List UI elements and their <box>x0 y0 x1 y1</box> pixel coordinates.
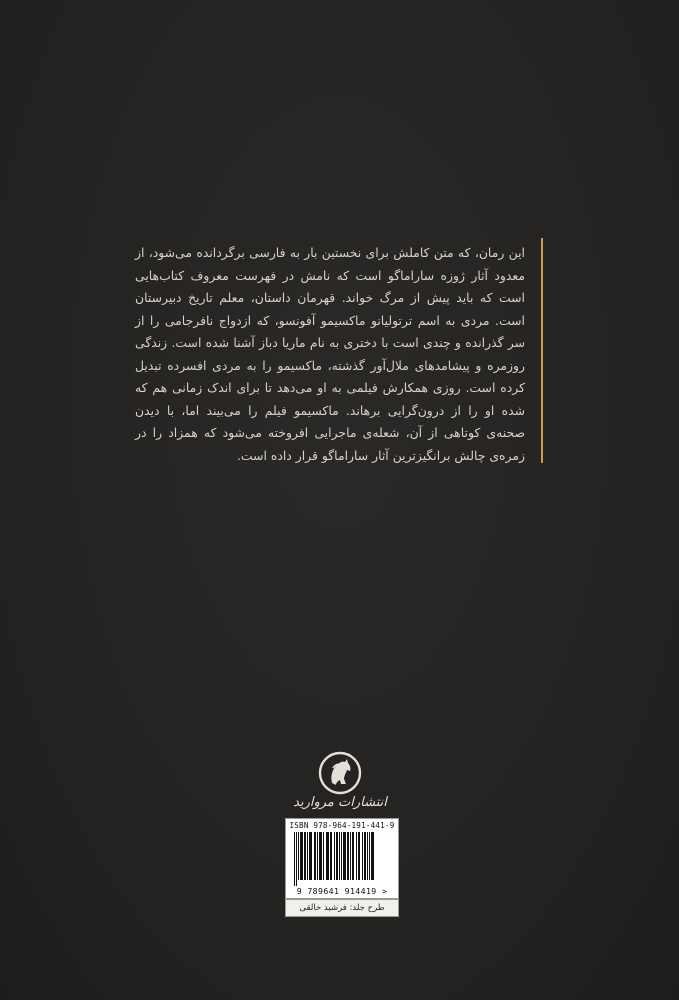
barcode <box>285 818 399 899</box>
barcode-bar <box>304 832 306 880</box>
publisher-name: انتشارات مروارید <box>293 795 387 810</box>
barcode-bars <box>292 832 392 886</box>
barcode-bar <box>356 832 357 880</box>
barcode-guard-bar <box>296 832 297 886</box>
barcode-bar <box>314 832 316 880</box>
ean-digits: 9 789641 914419 > <box>296 886 388 896</box>
barcode-bar <box>326 832 329 880</box>
barcode-bar <box>341 832 342 880</box>
barcode-bar <box>343 832 346 880</box>
barcode-bar <box>350 832 351 880</box>
barcode-bar <box>334 832 335 880</box>
barcode-bar <box>309 832 312 880</box>
isbn-text: ISBN 978-964-191-441-9 <box>289 821 395 830</box>
accent-bar <box>541 238 543 463</box>
barcode-bar <box>347 832 349 880</box>
barcode-bar <box>317 832 318 880</box>
cover-designer-credit: طرح جلد: فرشید خالقی <box>285 899 399 917</box>
barcode-bar <box>339 832 340 880</box>
barcode-bar <box>323 832 324 880</box>
barcode-bar <box>336 832 338 880</box>
blurb-text: این رمان، که متن کاملش برای نخستین بار به فارسی برگردانده می‌شود، از معدود آثار ژوزه ساراماگو است که نامش در فهرست معروف کتاب‌هایی است که باید پیش از مرگ خواند. قهرمان داستان، معلم تاریخ دبیرستان است. مردی به اسم ترتولیانو ماکسیمو آفونسو، که ازدواج نافرجامی را از سر گذرانده و چندی است با دختری به نام ماریا دباز آشنا شده است. زندگی روزمره و پیشامدهای ملال‌آور گذشته، ماکسیمو را به مردی افسرده تبدیل کرده است. روزی همکارش فیلمی به او می‌دهد تا برای اندک زمانی هم که شده او را از درون‌گرایی برهاند. ماکسیمو فیلم را می‌بیند اما، با دیدن صحنه‌ی کوتاهی از آن، شعله‌ی ماجرایی افروخته می‌شود که همزاد را در زمره‌ی چالش برانگیزترین آثار ساراماگو قرار داده است. <box>135 245 525 463</box>
barcode-guard-bar <box>294 832 295 886</box>
barcode-bar <box>330 832 332 880</box>
barcode-bar <box>298 832 299 880</box>
barcode-bar <box>364 832 366 880</box>
barcode-bar <box>319 832 322 880</box>
barcode-bar <box>300 832 303 880</box>
barcode-bar <box>352 832 354 880</box>
blurb-block <box>128 238 543 463</box>
barcode-bar <box>369 832 370 880</box>
barcode-bar <box>307 832 308 880</box>
barcode-bar <box>371 832 374 880</box>
barcode-bar <box>362 832 363 880</box>
barcode-bar <box>367 832 368 880</box>
barcode-bar <box>358 832 360 880</box>
